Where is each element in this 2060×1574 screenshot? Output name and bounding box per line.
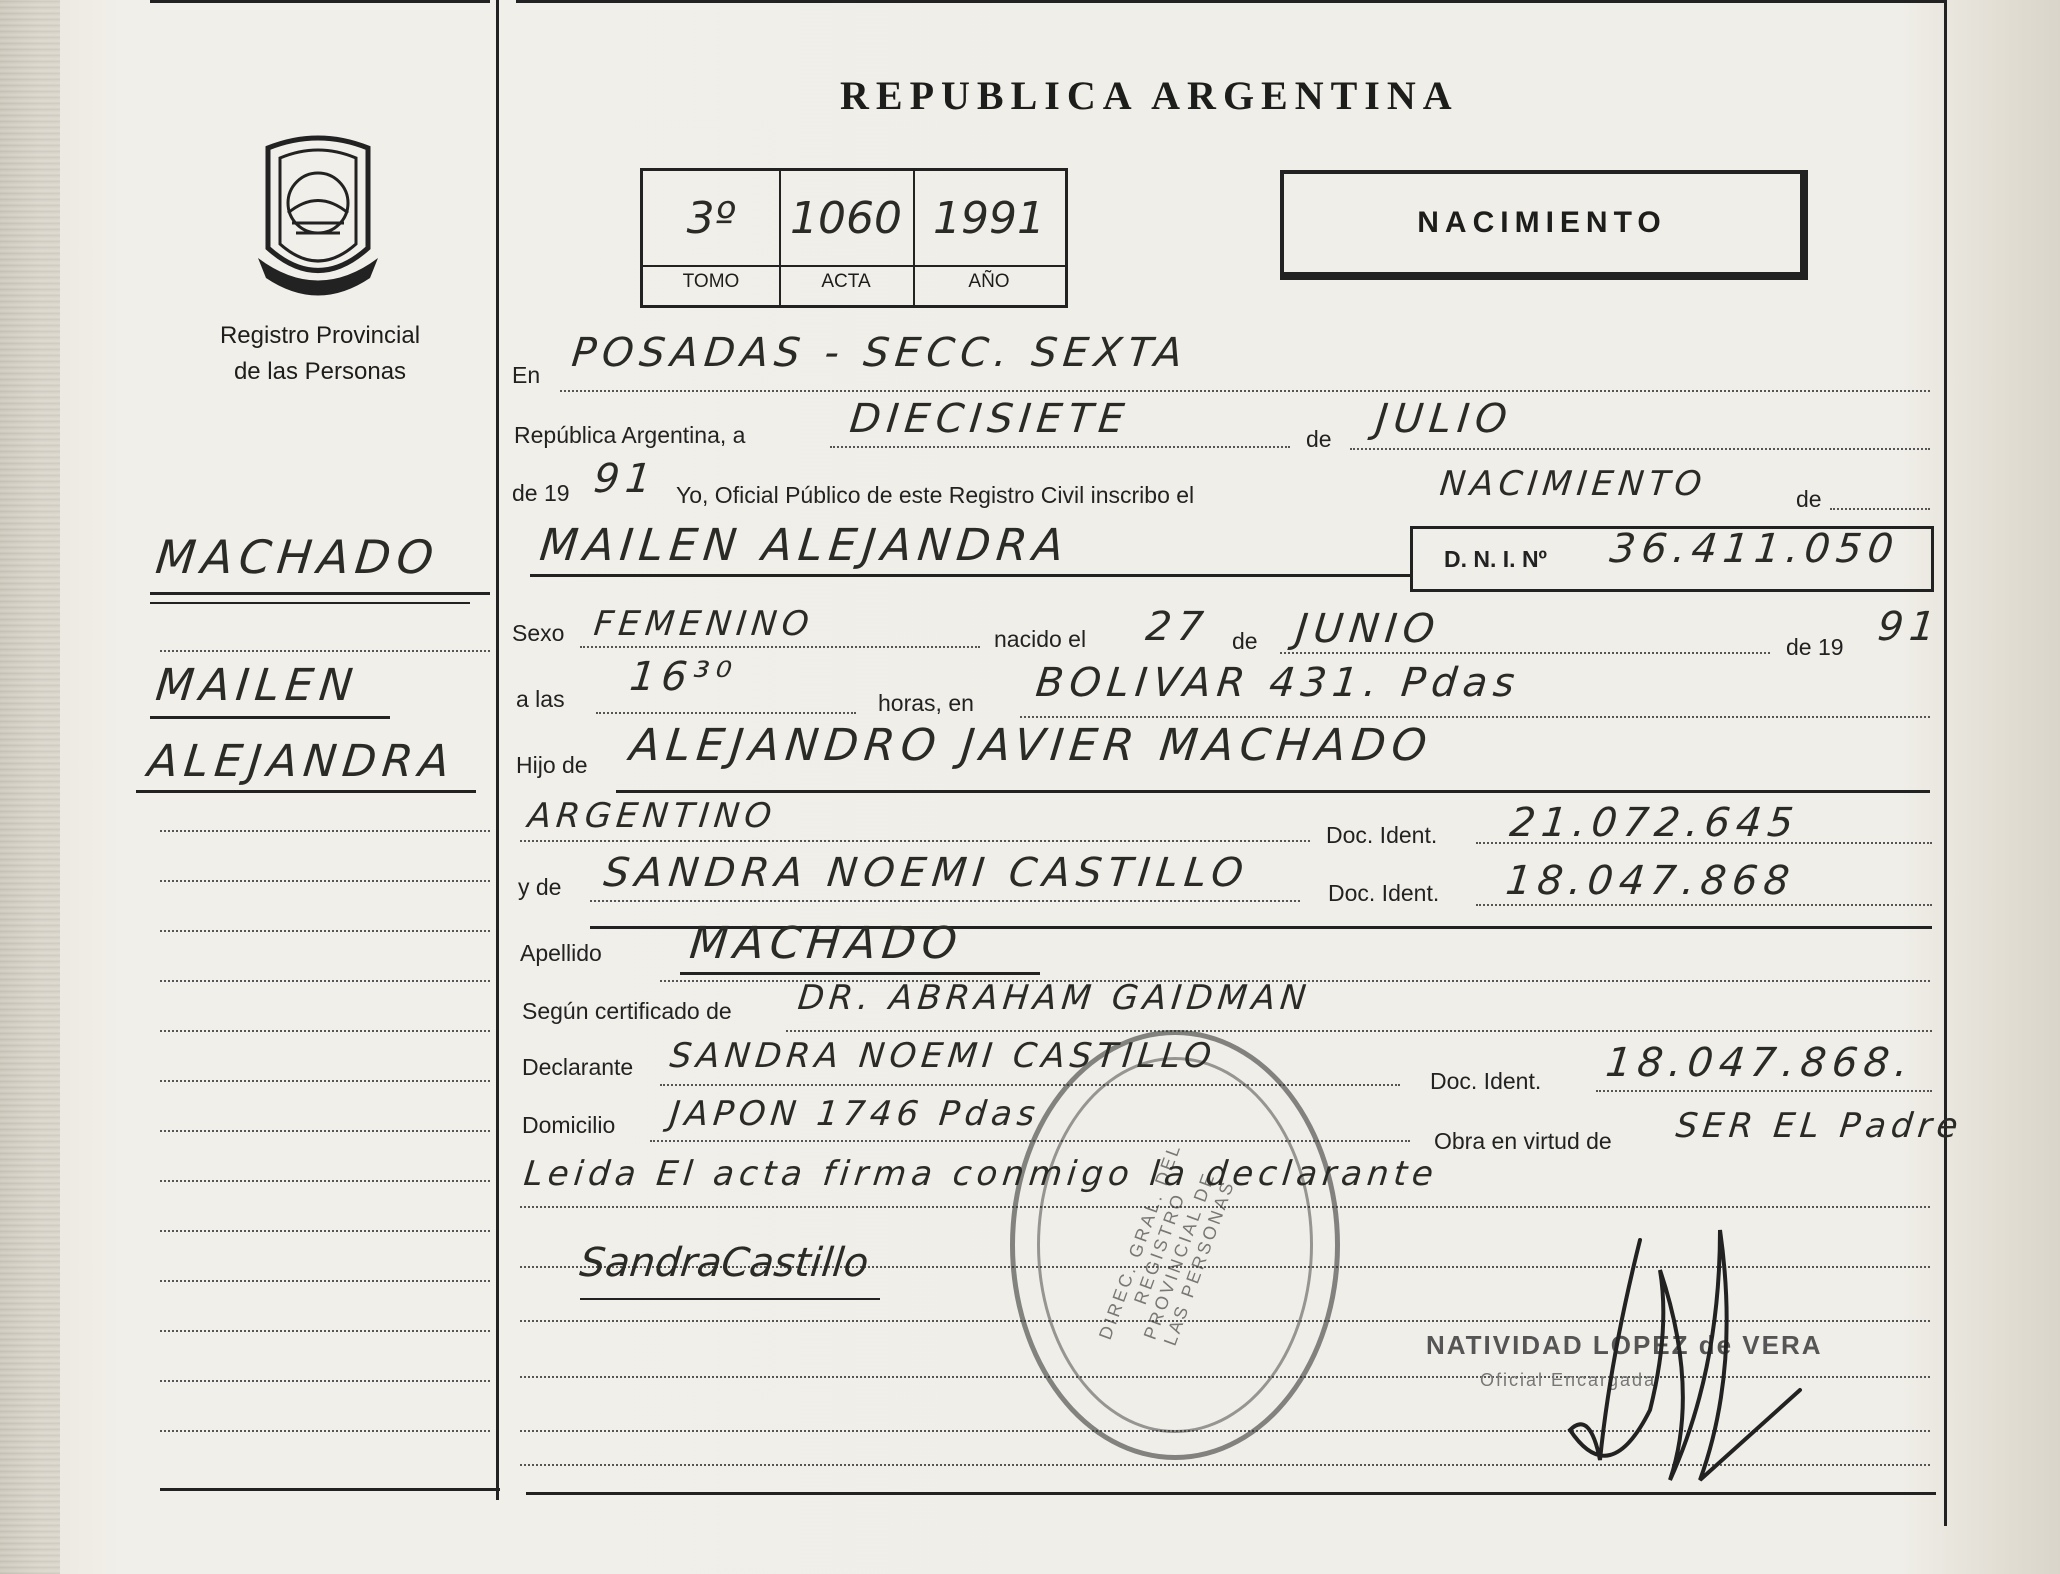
- registro-line1: Registro Provincial: [219, 322, 421, 349]
- yde-label: y de: [518, 874, 562, 900]
- official-signature-icon: [1550, 1210, 1810, 1500]
- sidebar-rule: [160, 1180, 490, 1182]
- madre-value: SANDRA NOEMI CASTILLO: [601, 850, 1252, 896]
- sidebar-nombre1-underline: [150, 716, 390, 719]
- nacido-label: nacido el: [994, 626, 1087, 652]
- page-binding: [0, 0, 60, 1574]
- dia-value: DIECISIETE: [847, 396, 1133, 442]
- de-label2: de: [1796, 486, 1822, 512]
- declarante-value: SANDRA NOEMI CASTILLO: [667, 1036, 1219, 1076]
- madre-rule: [590, 900, 1300, 902]
- tomo-value: 3º: [686, 193, 736, 244]
- sidebar-rule: [160, 1130, 490, 1132]
- republica-label: República Argentina, a: [514, 422, 746, 448]
- declarante-doc: 18.047.868.: [1603, 1040, 1917, 1086]
- apellido-label: Apellido: [520, 940, 602, 966]
- official-name: NATIVIDAD LOPEZ de VERA: [1426, 1330, 1823, 1360]
- acta-cell: [779, 171, 915, 305]
- sidebar-rule: [160, 930, 490, 932]
- sidebar-apellido-underline: [150, 592, 490, 595]
- margin-divider: [496, 0, 499, 1500]
- mother-signature: SandraCastillo: [577, 1240, 871, 1286]
- yo-text: Yo, Oficial Público de este Registro Civil inscribo el: [676, 482, 1195, 508]
- hijo-label: Hijo de: [516, 752, 588, 778]
- sidebar-rule: [160, 1330, 490, 1332]
- top-rule-left: [150, 0, 490, 3]
- hora-value: 16³⁰: [627, 654, 740, 700]
- sidebar-bottom-rule: [160, 1488, 500, 1491]
- sidebar-apellido-underline2: [150, 602, 470, 604]
- apellido-underline: [680, 972, 1040, 975]
- nac-mes: JUNIO: [1293, 606, 1443, 652]
- anio-label: AÑO: [968, 271, 1010, 292]
- sidebar-nombre2-underline: [136, 790, 476, 793]
- sidebar-nombre1: MAILEN: [153, 660, 361, 711]
- mes-value: JULIO: [1373, 396, 1516, 442]
- sidebar-nombre2: ALEJANDRA: [145, 736, 458, 787]
- record-type-box: NACIMIENTO: [1280, 170, 1808, 280]
- nac-dia: 27: [1143, 604, 1212, 650]
- sexo-value: FEMENINO: [591, 604, 816, 644]
- segun-label: Según certificado de: [522, 998, 732, 1024]
- domicilio-value: JAPON 1746 Pdas: [667, 1094, 1042, 1134]
- nombre-value: MAILEN ALEJANDRA: [537, 520, 1072, 571]
- anio-value: 1991: [933, 193, 1045, 244]
- mother-signature-underline: [580, 1298, 880, 1300]
- registro-label: [170, 318, 470, 390]
- de-label3: de: [1232, 628, 1258, 654]
- sidebar-rule: [160, 1380, 490, 1382]
- anio-cell: [913, 171, 1065, 305]
- acto-value: NACIMIENTO: [1437, 464, 1709, 504]
- en-rule: [560, 390, 1930, 392]
- sidebar-rule: [160, 1030, 490, 1032]
- sexo-rule: [580, 646, 980, 648]
- right-border: [1944, 0, 1947, 1526]
- de19-label: de 19: [512, 480, 570, 506]
- tomo-label: TOMO: [682, 271, 740, 292]
- nombre-underline: [530, 574, 1410, 577]
- nota-value: Leida El acta firma conmigo la declarante: [521, 1154, 1441, 1194]
- en-label: En: [512, 362, 541, 388]
- dni-label: D. N. I. Nº: [1444, 546, 1547, 572]
- padre-doc-label: Doc. Ident.: [1326, 822, 1438, 848]
- padre-doc-rule: [1476, 842, 1932, 844]
- declarante-rule: [660, 1084, 1400, 1086]
- sidebar-rule: [160, 1280, 490, 1282]
- declarante-label: Declarante: [522, 1054, 634, 1080]
- domicilio-label: Domicilio: [522, 1112, 616, 1138]
- horas-en-label: horas, en: [878, 690, 974, 716]
- medico-rule: [786, 1030, 1932, 1032]
- anio-value-hand: 91: [591, 456, 660, 502]
- obra-label: Obra en virtud de: [1434, 1128, 1612, 1154]
- medico-value: DR. ABRAHAM GAIDMAN: [795, 978, 1313, 1018]
- acta-label: ACTA: [821, 271, 871, 292]
- lugar-value: BOLIVAR 431. Pdas: [1033, 660, 1523, 706]
- sidebar-rule: [160, 1430, 490, 1432]
- sidebar-rule: [160, 1080, 490, 1082]
- tomo-cell: [643, 171, 781, 305]
- lugar-rule: [1020, 716, 1930, 718]
- top-rule-right: [516, 0, 1946, 3]
- de-label: de: [1306, 426, 1332, 452]
- madre-doc-rule: [1476, 904, 1932, 906]
- official-title: Oficial Encargada: [1480, 1370, 1657, 1390]
- padre-value: ALEJANDRO JAVIER MACHADO: [627, 720, 1435, 771]
- madre-doc-label: Doc. Ident.: [1328, 880, 1440, 906]
- acta-value: 1060: [790, 193, 902, 244]
- padre-rule: [616, 790, 1930, 793]
- sidebar-rule: [160, 980, 490, 982]
- padre-doc: 21.072.645: [1507, 800, 1802, 846]
- mes-rule: [1350, 448, 1930, 450]
- sidebar-apellido: MACHADO: [153, 530, 442, 584]
- de19-label2: de 19: [1786, 634, 1844, 660]
- hora-rule: [596, 712, 856, 714]
- a-las-label: a las: [516, 686, 565, 712]
- misiones-emblem-icon: [248, 128, 388, 298]
- obra-value: SER EL Padre: [1673, 1106, 1965, 1146]
- document-title: REPUBLICA ARGENTINA: [840, 73, 1459, 118]
- sidebar-rule: [160, 650, 490, 652]
- dia-rule: [830, 446, 1290, 448]
- nacionalidad-rule: [520, 840, 1310, 842]
- apellido-value: MACHADO: [687, 918, 966, 969]
- sidebar-rule: [160, 830, 490, 832]
- madre-doc: 18.047.868: [1503, 858, 1798, 904]
- nac-mes-rule: [1280, 652, 1770, 654]
- padre-nacionalidad: ARGENTINO: [525, 796, 779, 836]
- registro-line2: de las Personas: [233, 358, 407, 385]
- en-value: POSADAS - SECC. SEXTA: [569, 330, 1191, 376]
- dni-value: 36.411.050: [1607, 526, 1902, 572]
- nac-anio: 91: [1875, 604, 1944, 650]
- sexo-label: Sexo: [512, 620, 565, 646]
- declarante-doc-rule: [1596, 1090, 1932, 1092]
- official-seal-text: DIREC. GRAL. DEL REGISTRO PROVINCIAL DE LAS PERSONAS: [1094, 1139, 1239, 1349]
- registry-numbers-box: [640, 168, 1068, 308]
- sidebar-rule: [160, 880, 490, 882]
- sidebar-rule: [160, 1230, 490, 1232]
- acto-rule: [1830, 508, 1930, 510]
- declarante-doc-label: Doc. Ident.: [1430, 1068, 1542, 1094]
